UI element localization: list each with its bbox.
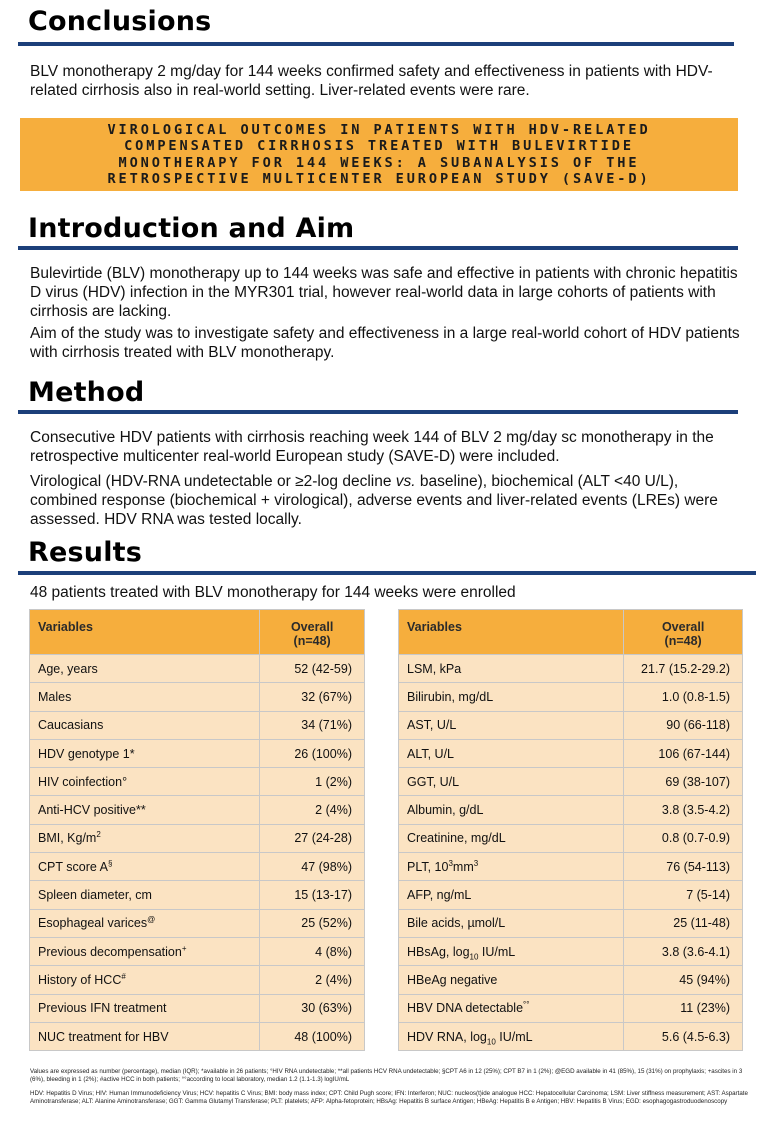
table-row <box>399 853 743 881</box>
overall-value: 32 (67%) <box>260 683 365 711</box>
header-overall-n: (n=48) <box>293 634 331 648</box>
table-row <box>399 655 743 683</box>
table-row <box>399 824 743 852</box>
variable-label-label: Bilirubin, mg/dL <box>407 689 494 704</box>
table-row <box>30 739 365 767</box>
introduction-heading: Introduction and Aim <box>28 213 355 244</box>
variable-label-sup: 3 <box>448 858 453 868</box>
introduction-paragraph-1: Bulevirtide (BLV) monotherapy up to 144 weeks was safe and effective in patients with chronic hepatitis D virus (HDV) infection in the MYR301 trial, however real-world data in large cohorts of patients with cirrhosis are lacking. <box>30 265 738 320</box>
variable-label <box>30 937 260 965</box>
header-variables: Variables <box>30 610 260 655</box>
overall-value: 3.8 (3.5-4.2) <box>624 796 743 824</box>
overall-value: 69 (38-107) <box>624 768 743 796</box>
variable-label-label: Spleen diameter, cm <box>38 888 152 903</box>
variable-label-sup: 2 <box>96 830 101 840</box>
conclusions-text: BLV monotherapy 2 mg/day for 144 weeks confirmed safety and effectiveness in patients with HDV-related cirrhosis also in real-world setting. Liver-related events were rare. <box>30 63 713 99</box>
variable-label <box>399 683 624 711</box>
variable-label-label: History of HCC <box>38 972 122 987</box>
overall-value: 30 (63%) <box>260 994 365 1022</box>
banner-line-4: RETROSPECTIVE MULTICENTER EUROPEAN STUDY (SAVE-D) <box>107 171 651 187</box>
variable-label <box>399 853 624 881</box>
variable-label <box>30 853 260 881</box>
variable-label-label: HDV genotype 1* <box>38 746 135 761</box>
overall-value: 3.8 (3.6-4.1) <box>624 937 743 965</box>
variable-label-label: Previous IFN treatment <box>38 1001 167 1016</box>
table-row <box>399 994 743 1022</box>
table-header-row <box>30 610 365 655</box>
table-row <box>30 768 365 796</box>
variable-label <box>30 683 260 711</box>
table-row <box>399 768 743 796</box>
table-row <box>30 994 365 1022</box>
table-row <box>399 711 743 739</box>
banner-line-2: COMPENSATED CIRRHOSIS TREATED WITH BULEVIRTIDE <box>124 138 634 154</box>
overall-value: 2 (4%) <box>260 796 365 824</box>
header-overall <box>624 610 743 655</box>
variable-label-label: ALT, U/L <box>407 746 455 761</box>
overall-value: 47 (98%) <box>260 853 365 881</box>
overall-value: 48 (100%) <box>260 1022 365 1050</box>
introduction-paragraph-2: Aim of the study was to investigate safety and effectiveness in a large real-world cohort of HDV patients with cirrhosis treated with BLV monotherapy. <box>30 325 740 361</box>
variable-label <box>399 1022 624 1050</box>
table-row <box>30 683 365 711</box>
variable-label-label: Previous decompensation <box>38 944 182 959</box>
overall-value: 0.8 (0.7-0.9) <box>624 824 743 852</box>
baseline-table-left <box>29 609 365 1051</box>
variable-label-label: HBsAg, log <box>407 944 470 959</box>
variable-label-label: HBeAg negative <box>407 972 498 987</box>
table-row <box>399 739 743 767</box>
variable-label-label-tail: IU/mL <box>478 944 516 959</box>
table-row <box>30 853 365 881</box>
variable-label-label-tail: IU/mL <box>495 1029 533 1044</box>
variable-label-label: HIV coinfection° <box>38 774 128 789</box>
table-row <box>399 937 743 965</box>
overall-value: 1 (2%) <box>260 768 365 796</box>
variable-label-label-tail: mm <box>452 859 474 874</box>
header-overall-label: Overall <box>290 620 334 634</box>
table-row <box>399 683 743 711</box>
footnote-values: Values are expressed as number (percentage), median (IQR); *available in 26 patients; °HIV RNA undetectable; **all patients HCV RNA undetectable; §CPT A6 in 12 (25%); CPT B7 in 1 (2%); @EGD available in 41 (85%), 15 (31%) on prophylaxis; +ascites in 3 (6%), bleeding in 1 (2%); #active HCC in both patients; °°according to local laboratory, median 1.2 (1.1-1.3) logIU/mL <box>30 1068 743 1083</box>
method-paragraph-2 <box>30 472 740 529</box>
table-row <box>399 881 743 909</box>
variable-label <box>399 909 624 937</box>
variable-label <box>30 824 260 852</box>
variable-label-sup: # <box>121 971 126 981</box>
variable-label-label: NUC treatment for HBV <box>38 1029 169 1044</box>
overall-value: 1.0 (0.8-1.5) <box>624 683 743 711</box>
method-rule <box>18 410 738 414</box>
overall-value: 4 (8%) <box>260 937 365 965</box>
method-p2-start: Virological (HDV-RNA undetectable or ≥2-log decline <box>30 473 396 490</box>
variable-label-label: Bile acids, µmol/L <box>407 916 506 931</box>
overall-value: 21.7 (15.2-29.2) <box>624 655 743 683</box>
variable-label-label: HBV DNA detectable <box>407 1001 524 1016</box>
variable-label <box>399 739 624 767</box>
table-row <box>30 881 365 909</box>
variable-label-label: Males <box>38 689 72 704</box>
variable-label <box>30 966 260 994</box>
variable-label <box>30 796 260 824</box>
variable-label <box>30 994 260 1022</box>
overall-value: 5.6 (4.5-6.3) <box>624 1022 743 1050</box>
variable-label <box>30 768 260 796</box>
method-heading: Method <box>28 377 145 408</box>
variable-label-label: Anti-HCV positive** <box>38 803 146 818</box>
introduction-rule <box>18 246 738 250</box>
variable-label <box>30 1022 260 1050</box>
variable-label-sub: 10 <box>486 1037 496 1046</box>
overall-value: 25 (52%) <box>260 909 365 937</box>
overall-value: 76 (54-113) <box>624 853 743 881</box>
variable-label <box>399 655 624 683</box>
table-header-row <box>399 610 743 655</box>
overall-value: 34 (71%) <box>260 711 365 739</box>
variable-label-sup2: 3 <box>473 858 479 868</box>
results-heading: Results <box>28 537 143 568</box>
overall-value: 52 (42-59) <box>260 655 365 683</box>
table-row <box>399 1022 743 1050</box>
variable-label-label: PLT, 10 <box>407 859 449 874</box>
study-title-banner <box>20 118 738 191</box>
variable-label <box>399 711 624 739</box>
method-p2-end: baseline), biochemical (ALT <40 U/L), combined response (biochemical + virological), adverse events and liver-related events (LREs) were assessed. HDV RNA was tested locally. <box>30 473 718 528</box>
table-row <box>30 655 365 683</box>
variable-label-sup: + <box>181 943 187 953</box>
method-paragraph-1: Consecutive HDV patients with cirrhosis reaching week 144 of BLV 2 mg/day sc monotherapy in the retrospective multicenter real-world European study (SAVE-D) were included. <box>30 429 714 465</box>
variable-label <box>30 655 260 683</box>
overall-value: 25 (11-48) <box>624 909 743 937</box>
baseline-table-right <box>398 609 743 1051</box>
variable-label-label: Age, years <box>38 661 98 676</box>
variable-label-sup: § <box>107 858 113 868</box>
header-overall-n: (n=48) <box>664 634 702 648</box>
table-row <box>30 937 365 965</box>
variable-label-sub: 10 <box>469 952 479 962</box>
table-row <box>30 1022 365 1050</box>
overall-value: 11 (23%) <box>624 994 743 1022</box>
banner-line-3: MONOTHERAPY FOR 144 WEEKS: A SUBANALYSIS OF THE <box>118 154 640 171</box>
overall-value: 106 (67-144) <box>624 739 743 767</box>
variable-label <box>30 739 260 767</box>
table-row <box>30 966 365 994</box>
variable-label-label: Caucasians <box>38 718 104 733</box>
variable-label <box>399 768 624 796</box>
variable-label-label: LSM, kPa <box>407 661 462 676</box>
conclusions-heading: Conclusions <box>28 6 212 37</box>
variable-label <box>399 937 624 965</box>
table-row <box>30 796 365 824</box>
header-variables: Variables <box>399 610 624 655</box>
variable-label-sup: @ <box>147 915 156 925</box>
table-row <box>30 909 365 937</box>
variable-label-label: HDV RNA, log <box>407 1029 487 1044</box>
table-row <box>399 909 743 937</box>
header-overall <box>260 610 365 655</box>
variable-label-label: CPT score A <box>38 859 108 874</box>
left-table-body <box>30 655 365 1051</box>
variable-label-label: AFP, ng/mL <box>407 888 472 903</box>
variable-label-label: BMI, Kg/m <box>38 831 97 846</box>
overall-value: 2 (4%) <box>260 966 365 994</box>
right-table-body <box>399 655 743 1051</box>
variable-label <box>30 711 260 739</box>
table-row <box>399 796 743 824</box>
footnote-abbreviations: HDV: Hepatitis D Virus; HIV: Human Immunodeficiency Virus; HCV: hepatitis C Virus; BMI: body mass index; CPT: Child Pugh score; IFN: Interferon; NUC: nucleos(t)ide analogue HCC: Hepatocellular Carcinoma; LSM: Liver stiffness measurement; AST: Aspartate Aminotransferase; ALT: Alanine Aminotransferase; GGT: Gamma Glutamyl Transferase; PLT: platelets; AFP: Alpha-fetoprotein; HBsAg: Hepatitis B surface Antigen; HBeAg: Hepatitis B e Antigen; HBV: Hepatitis B Virus; EGD: esophagogastroduodenoscopy <box>30 1090 748 1105</box>
variable-label <box>399 881 624 909</box>
variable-label <box>399 796 624 824</box>
overall-value: 26 (100%) <box>260 739 365 767</box>
variable-label <box>30 881 260 909</box>
header-overall-label: Overall <box>661 620 705 634</box>
variable-label-label: AST, U/L <box>407 718 457 733</box>
overall-value: 90 (66-118) <box>624 711 743 739</box>
overall-value: 7 (5-14) <box>624 881 743 909</box>
conclusions-rule <box>18 42 734 46</box>
table-row <box>30 711 365 739</box>
table-row <box>399 966 743 994</box>
overall-value: 27 (24-28) <box>260 824 365 852</box>
variable-label-label: Esophageal varices <box>38 916 148 931</box>
variable-label-label: Albumin, g/dL <box>407 803 484 818</box>
variable-label <box>30 909 260 937</box>
banner-line-1: VIROLOGICAL OUTCOMES IN PATIENTS WITH HDV-RELATED <box>107 121 651 138</box>
table-row <box>30 824 365 852</box>
variable-label <box>399 966 624 994</box>
overall-value: 45 (94%) <box>624 966 743 994</box>
variable-label-sup: °° <box>523 1000 530 1010</box>
variable-label-label: Creatinine, mg/dL <box>407 831 506 846</box>
method-p2-vs: vs. <box>395 473 416 490</box>
variable-label <box>399 994 624 1022</box>
results-rule <box>18 571 756 575</box>
variable-label-label: GGT, U/L <box>407 774 460 789</box>
overall-value: 15 (13-17) <box>260 881 365 909</box>
variable-label <box>399 824 624 852</box>
results-subtitle: 48 patients treated with BLV monotherapy for 144 weeks were enrolled <box>30 584 516 601</box>
